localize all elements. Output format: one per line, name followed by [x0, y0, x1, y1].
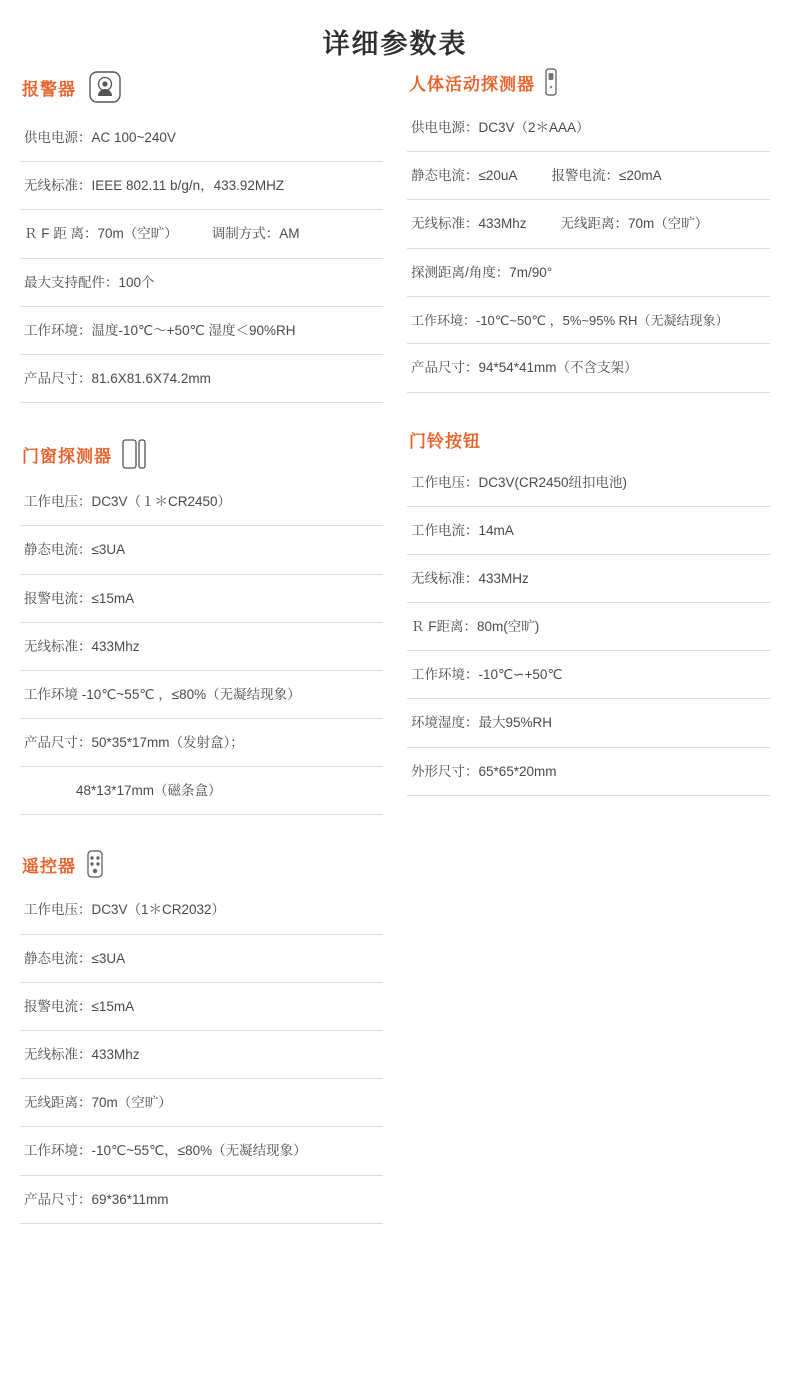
section-title-alarm-host: 报警器: [22, 79, 76, 99]
spec-row: [407, 200, 770, 248]
section-title-door-window-detector: 门窗探测器: [22, 446, 112, 466]
spec-row: [407, 555, 770, 603]
spec-cell: 探测距离/角度：7m/90°: [411, 264, 553, 280]
spec-cell: 调制方式：AM: [211, 226, 300, 242]
spec-cell: 供电电源：DC3V（2＊AAA）: [411, 120, 590, 135]
spec-cell: Ｒ F距离：80m(空旷): [411, 619, 540, 635]
spec-cell: 工作环境：-10℃~50℃ ，5%~95% RH（无凝结现象）: [411, 312, 729, 328]
section-remote-control: [20, 849, 383, 1223]
section-header-remote-control: [20, 849, 383, 886]
spec-cell: 静态电流：≤3UA: [24, 950, 126, 966]
spec-cell: 工作电压：DC3V(CR2450纽扣电池): [411, 474, 628, 490]
spec-cell: 工作环境：温度-10℃～+50℃ 湿度＜90%RH: [24, 322, 296, 338]
spec-cell: 无线标准：433Mhz: [24, 638, 140, 654]
spec-cell: 工作环境：-10℃~55℃，≤80%（无凝结现象）: [24, 1143, 307, 1159]
spec-cell: 产品尺寸：69*36*11mm: [24, 1191, 169, 1207]
spec-row: [407, 104, 770, 152]
spec-cell: Ｒ F 距 离：70m（空旷）: [24, 226, 178, 242]
spec-row: [407, 699, 770, 747]
section-door-window-detector: [20, 437, 383, 815]
spec-row: [20, 1176, 383, 1224]
spec-row: [20, 719, 383, 767]
pir-detector-icon: [544, 67, 558, 97]
section-doorbell-button: [407, 427, 770, 796]
section-title-doorbell-button: 门铃按钮: [409, 431, 481, 451]
spec-row: [407, 603, 770, 651]
spec-row: [407, 344, 770, 392]
spec-cell: 无线距离：70m（空旷）: [560, 216, 709, 232]
section-header-alarm-host: [20, 67, 383, 114]
spec-cell: 无线距离：70m（空旷）: [24, 1095, 172, 1111]
spec-row: [20, 623, 383, 671]
door-window-detector-icon: [121, 437, 147, 471]
spec-row: [20, 575, 383, 623]
spec-row: [407, 249, 770, 297]
spec-row: [407, 507, 770, 555]
spec-cell: 静态电流：≤20uA: [411, 168, 518, 184]
spec-row: [407, 459, 770, 507]
left-column: [20, 67, 395, 1258]
section-title-pir-detector: 人体活动探测器: [409, 74, 535, 94]
spec-cell: 报警电流：≤15mA: [24, 998, 135, 1014]
spec-row: [20, 767, 383, 815]
spec-row: [20, 526, 383, 574]
spec-row: [20, 259, 383, 307]
section-header-door-window-detector: [20, 437, 383, 478]
spec-row: [407, 297, 770, 345]
section-title-remote-control: 遥控器: [22, 856, 76, 876]
spec-cell: 静态电流：≤3UA: [24, 542, 126, 558]
spec-cell: 产品尺寸：81.6X81.6X74.2mm: [24, 370, 211, 386]
spec-cell: 环境湿度：最大95%RH: [411, 715, 553, 731]
spec-row: [20, 983, 383, 1031]
spec-row: [407, 651, 770, 699]
section-alarm-host: [20, 67, 383, 403]
spec-row: [407, 748, 770, 796]
spec-row: [20, 935, 383, 983]
spec-cell: 工作环境：-10℃∽+50℃: [411, 667, 563, 683]
spec-cell: 无线标准：IEEE 802.11 b/g/n，433.92MHZ: [24, 178, 285, 194]
spec-cell: 48*13*17mm（磁条盒）: [76, 783, 222, 799]
alarm-host-icon: [85, 67, 125, 107]
spec-cell: 工作电压：DC3V（１＊CR2450）: [24, 494, 232, 510]
spec-cell: 无线标准：433Mhz: [24, 1047, 140, 1062]
spec-cell: 最大支持配件：100个: [24, 274, 155, 290]
spec-row: [20, 307, 383, 355]
spec-row: [20, 671, 383, 719]
spec-row: [20, 114, 383, 162]
spec-row: [407, 152, 770, 200]
spec-row: [20, 886, 383, 934]
spec-cell: 工作环境 -10℃~55℃ ，≤80%（无凝结现象）: [24, 686, 301, 702]
spec-cell: 产品尺寸：94*54*41mm（不含支架）: [411, 360, 638, 376]
spec-cell: 工作电流：14mA: [411, 522, 514, 538]
spec-row: [20, 1127, 383, 1175]
spec-cell: 报警电流：≤20mA: [551, 168, 662, 184]
section-pir-detector: [407, 67, 770, 393]
spec-row: [20, 1079, 383, 1127]
remote-control-icon: [85, 849, 105, 879]
section-header-pir-detector: [407, 67, 770, 104]
page-title: 详细参数表: [322, 29, 468, 59]
spec-cell: 供电电源：AC 100~240V: [24, 130, 176, 145]
spec-row: [20, 210, 383, 258]
spec-row: [20, 478, 383, 526]
spec-cell: 产品尺寸：50*35*17mm（发射盒）；: [24, 735, 244, 751]
spec-cell: 外形尺寸：65*65*20mm: [411, 763, 557, 779]
right-column: [395, 67, 770, 1258]
spec-cell: 无线标准：433Mhz: [411, 216, 527, 232]
spec-cell: 工作电压：DC3V（1＊CR2032）: [24, 902, 226, 918]
spec-row: [20, 1031, 383, 1079]
section-header-doorbell-button: [407, 427, 770, 459]
spec-cell: 无线标准：433MHz: [411, 570, 529, 586]
spec-columns: [0, 67, 790, 1258]
spec-row: [20, 355, 383, 403]
spec-cell: 报警电流：≤15mA: [24, 590, 135, 606]
spec-row: [20, 162, 383, 210]
